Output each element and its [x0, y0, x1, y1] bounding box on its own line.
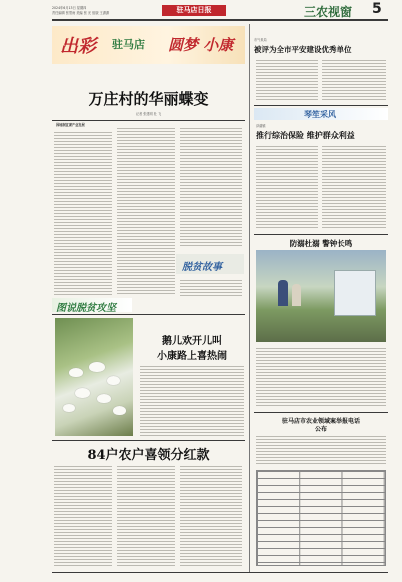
editor-line: 责任编辑 张思雨 美编 张 光 组版 王潇潇 — [52, 11, 110, 15]
notice-table — [256, 470, 386, 566]
lead-body-col3 — [180, 126, 242, 246]
right-body-col1 — [256, 144, 318, 230]
pictorial-rule — [52, 314, 245, 315]
duck-title-line1: 鹅儿欢开儿叫 — [162, 336, 222, 347]
column-logo-text: 琴笙采风 — [304, 110, 336, 119]
side-body-col1 — [256, 58, 318, 102]
lower-headline: 84户农户喜领分红款 — [87, 448, 210, 463]
river-photo — [256, 250, 386, 342]
page-number: 5 — [372, 1, 382, 17]
right-headline: 推行综治保险 维护群众利益 — [256, 131, 355, 140]
side-kicker: 市气象局 — [254, 38, 267, 42]
pictorial-banner-text: 图说脱贫攻坚 — [56, 303, 116, 314]
pictorial-banner — [52, 298, 132, 312]
right-kicker: 泽湖镇 — [256, 124, 266, 128]
lower-rule — [52, 440, 245, 441]
lead-body-col3b — [180, 278, 242, 296]
paper-logo — [162, 5, 226, 16]
lower-body-col1 — [54, 464, 112, 568]
duck-body — [140, 364, 244, 436]
lower-body-col2 — [117, 464, 175, 568]
caption-rule — [254, 234, 388, 235]
right-body-col2 — [322, 144, 386, 230]
banner — [52, 26, 245, 64]
lead-subhead: 因地制宜谋产业发展 — [56, 123, 85, 127]
date-line: 2024年6月13日 星期四 — [52, 6, 87, 10]
lead-body-col2 — [117, 126, 175, 296]
section-title: 三农视窗 — [304, 5, 353, 19]
lead-byline: 记者 张建明 杜 飞 — [135, 112, 162, 116]
masthead-rule — [52, 19, 388, 21]
column-divider — [249, 24, 250, 572]
column-logo — [254, 108, 388, 120]
side-body-col2 — [322, 58, 386, 102]
notice-rule — [254, 412, 388, 413]
notice-title-2: 公布 — [314, 426, 327, 433]
banner-text-left: 出彩 — [60, 36, 96, 57]
side-headline: 被评为全市平安建设优秀单位 — [254, 45, 352, 54]
photo-caption-title: 防溺杜溺 警钟长鸣 — [289, 239, 353, 248]
lead-body-col1 — [54, 130, 112, 296]
caption-body — [256, 346, 386, 408]
goose-photo — [55, 318, 133, 436]
footer-rule — [52, 572, 388, 573]
poverty-banner-text: 脱贫故事 — [182, 262, 222, 273]
paper-name: 驻马店日报 — [176, 6, 212, 14]
notice-title-1: 驻马店市农业领域案举报电话 — [281, 418, 360, 425]
poverty-banner — [176, 254, 244, 274]
lower-body-col3 — [180, 464, 242, 568]
duck-title-line2: 小康路上喜热闹 — [157, 351, 227, 362]
notice-body — [256, 434, 386, 466]
banner-text-mid: 驻马店 — [112, 38, 145, 51]
side-rule — [254, 105, 388, 106]
lead-headline: 万庄村的华丽蝶变 — [88, 90, 209, 108]
banner-text-right: 圆梦 小康 — [168, 36, 234, 54]
lead-rule — [52, 120, 245, 121]
